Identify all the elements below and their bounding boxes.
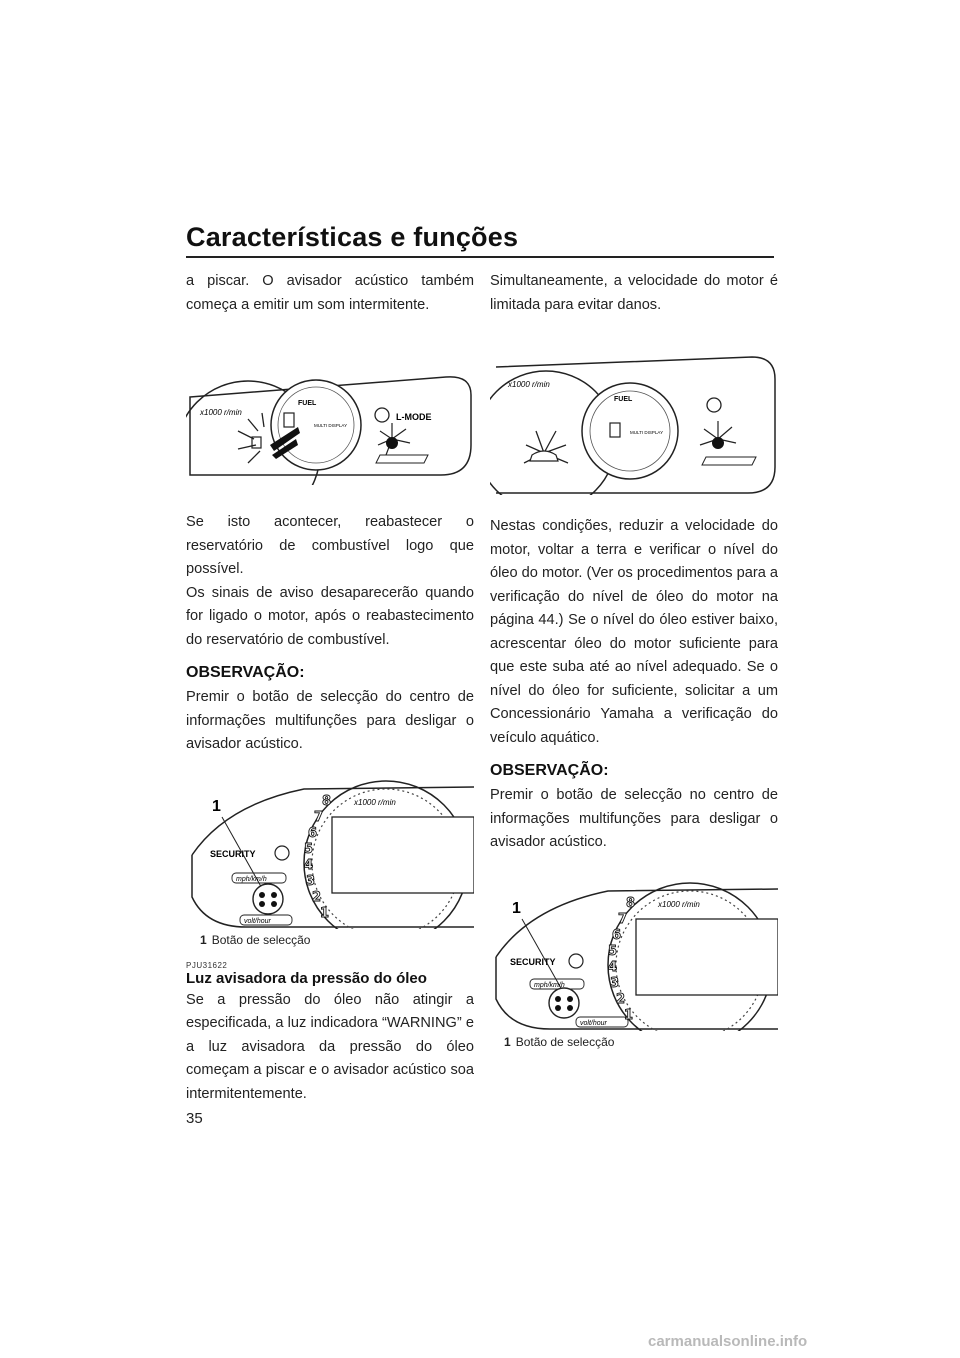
selection-button-figure [490, 879, 778, 1031]
selection-button-icon [549, 988, 579, 1018]
page-title: Características e funções [186, 222, 519, 252]
gauge-digit: 1 [624, 1007, 634, 1023]
gauge-digit: 3 [610, 975, 620, 991]
yamaha-badge [376, 455, 428, 463]
section-heading: Luz avisadora da pressão do óleo [186, 969, 427, 987]
security-button-icon [569, 954, 583, 968]
multi-display-label: MULTI DISPLAY [314, 423, 348, 428]
note-text: Premir o botão de selecção do centro de informações multifunções para desligar o avisador acústico. [186, 689, 474, 752]
gauge-digit: 2 [616, 991, 626, 1007]
left-column [186, 270, 474, 1106]
oil-warning-figure [490, 335, 778, 495]
gauge-digit: 7 [618, 911, 628, 927]
figure-caption: 1 Botão de selecção [200, 932, 311, 947]
header-rule [186, 256, 774, 258]
gauge-digit: 5 [608, 943, 618, 959]
gauge-digit: 3 [306, 873, 316, 889]
paragraph: Se isto acontecer, reabastecer o reservatório de combustível logo que possível. [186, 514, 474, 577]
paragraph: a piscar. O avisador acústico também começa a emitir um som intermitente. [186, 273, 474, 313]
selection-button-icon [253, 884, 283, 914]
rpm-unit-label: x1000 r/min [508, 380, 550, 389]
fuel-warning-figure [186, 335, 474, 485]
lcd-display [636, 919, 778, 995]
note-title: OBSERVAÇÃO: [186, 664, 305, 681]
gauge-digit: 6 [308, 825, 318, 841]
gauge-digit: 4 [608, 959, 618, 975]
section-code: PJU31622 [186, 960, 228, 970]
fuel-label: FUEL [298, 400, 317, 407]
gauge-digit: 1 [320, 905, 330, 921]
paragraph: Nestas condições, reduzir a velocidade do motor, voltar a terra e verificar o nível do óleo do motor. (Ver os procedimentos para a verificação do nível de óleo do motor na página 44.) Se o nível do óleo estiver baixo, acrescentar óleo do motor suficiente para que este suba até ao nível adequado. Se o nível do óleo for suficiente, solicitar a um Concessionário Yamaha a verificação do veículo aquático. [490, 518, 778, 746]
gauge-digit: 7 [314, 809, 324, 825]
button-icon [707, 398, 721, 412]
l-mode-label: L-MODE [396, 412, 432, 422]
watermark[interactable]: carmanualsonline.info [648, 1333, 808, 1350]
paragraph: Simultaneamente, a velocidade do motor é limitada para evitar danos. [490, 273, 778, 313]
security-button-icon [275, 846, 289, 860]
mph-kmh-label: mph/km/h [236, 875, 267, 883]
paragraph: Se a pressão do óleo não atingir a especificada, a luz indicadora “WARNING” e a luz avisadora da pressão do óleo começam a piscar e o avisador acústico soa intermitentemente. [186, 991, 474, 1102]
gauge-digit: 8 [322, 793, 332, 809]
callout-number: 1 [212, 797, 221, 815]
gauge-digit: 4 [304, 857, 314, 873]
gauge-digit: 5 [304, 841, 314, 857]
fuel-label: FUEL [614, 396, 633, 403]
selection-button-figure [186, 777, 474, 929]
right-column [490, 270, 778, 1049]
note-title: OBSERVAÇÃO: [490, 762, 609, 779]
volt-hour-label: volt/hour [244, 917, 271, 925]
gauge-digit: 8 [626, 895, 636, 911]
callout-number: 1 [512, 899, 521, 917]
security-label: SECURITY [510, 956, 556, 967]
figure-caption: 1 Botão de selecção [504, 1034, 615, 1049]
lcd-display [332, 817, 474, 893]
yamaha-badge [702, 457, 756, 465]
oil-can-icon [530, 451, 558, 461]
indicator-light [386, 437, 398, 449]
note-text: Premir o botão de selecção no centro de informações multifunções para desligar o avisador acústico. [490, 787, 778, 850]
security-label: SECURITY [210, 848, 256, 859]
indicator-light [712, 437, 724, 449]
rpm-unit-label: x1000 r/min [200, 408, 242, 417]
multi-display-label: MULTI DISPLAY [630, 430, 664, 435]
volt-hour-label: volt/hour [580, 1019, 607, 1027]
rpm-unit-label: x1000 r/min [658, 899, 700, 909]
mph-kmh-label: mph/km/h [534, 981, 565, 989]
page-number: 35 [186, 1110, 203, 1127]
rpm-unit-label: x1000 r/min [354, 797, 396, 807]
gauge-digit: 6 [612, 927, 622, 943]
paragraph: Os sinais de aviso desaparecerão quando for ligado o motor, após o reabastecimento do reservatório de combustível. [186, 584, 474, 648]
gauge-digit: 2 [312, 889, 322, 905]
